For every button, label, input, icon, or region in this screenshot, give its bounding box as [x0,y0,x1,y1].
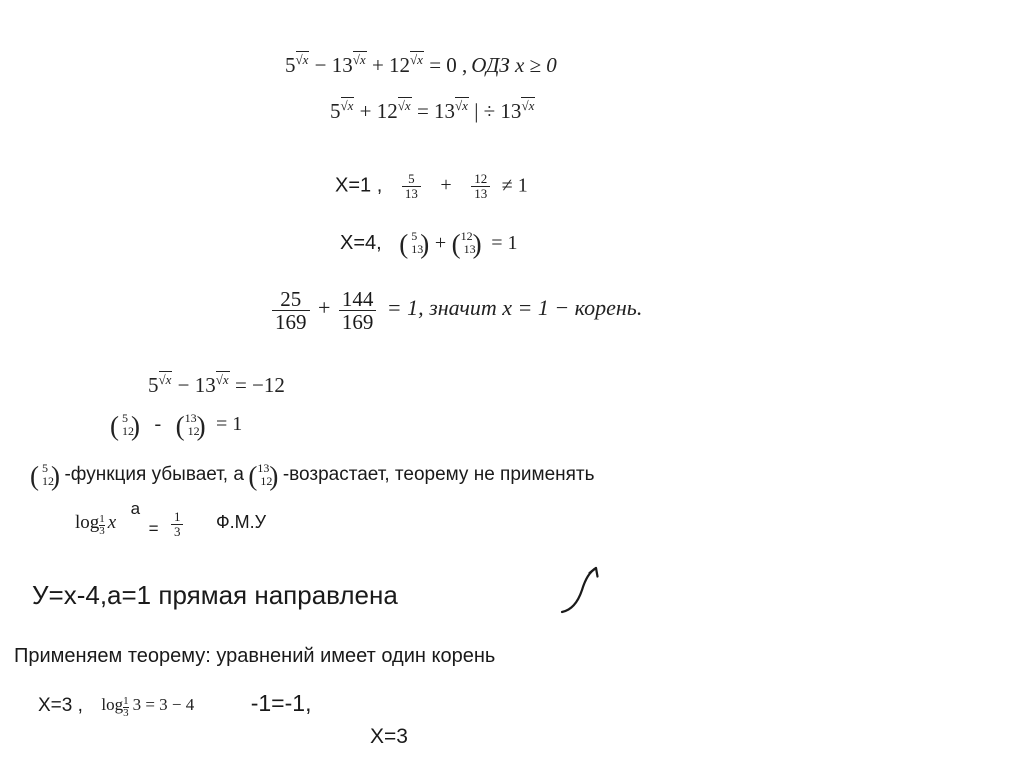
eq2-exponent-1: √x [340,98,354,113]
eq1-exponent-2: √x [352,52,366,67]
equation-line-2 [330,98,535,124]
eq9-fmu-label: Ф.М.У [215,512,267,533]
eq4-binom-2-top: ( 12 [460,229,473,243]
eq8-binom-1-bottom: 12 [42,473,54,488]
curved-arrow-up-icon [556,560,616,625]
eq3-fraction-2 [471,172,490,200]
eq2-b: + 12 [354,99,398,123]
equation-line-8 [30,462,595,489]
eq9-fraction-denominator: 3 [173,523,181,539]
eq4-binom-1 [399,230,429,258]
eq1-exponent-1: √x [295,52,309,67]
eq3-fraction-2-numerator: 12 [471,172,490,187]
eq12-log-base-denominator: 3 [123,706,129,719]
equation-line-7 [110,412,242,439]
eq3-fraction-1-numerator: 5 [402,172,421,187]
statement-line-theorem: Применяем теорему: уравнений имеет один корень [14,645,496,667]
eq9-log [75,512,116,537]
eq4-binom-2-bottom: 13 [463,241,476,256]
eq8-binom-2-top: ( 13 [257,461,270,475]
eq5-fraction-1-numerator: 25 [272,288,310,311]
eq2-exponent-3: √x [455,98,468,113]
eq7-binom-2 [176,412,206,439]
eq3-label: X=1 , [335,174,383,197]
eq8-text-2: -возрастает, теорему не применять [282,463,595,485]
equation-line-1 [285,52,557,78]
eq7-tail: = 1 [216,412,243,435]
eq9-fraction [171,510,184,538]
eq6-b: − 13 [172,373,216,397]
eq6-exponent-1: √x [158,372,172,387]
eq2-exponent-4: √x [521,98,535,113]
eq12-label: Х=3 , [38,695,83,716]
eq12-log [101,695,194,719]
equation-line-6 [148,372,285,398]
eq4-operator: + [434,232,447,255]
equation-line-4 [340,230,518,258]
eq12-log-expression: 3 = 3 − 4 [132,694,195,714]
eq4-binom-1-top: ( 5 [411,229,418,243]
eq4-binom-1-bottom: 13 [411,241,424,256]
eq8-text-1: -функция убывает, а [64,463,244,485]
eq5-fraction-1 [272,288,310,333]
eq2-c: = 13 [411,99,456,123]
eq12-log-word: log [101,694,124,714]
equation-line-9 [75,499,267,539]
eq8-binom-1 [30,462,60,489]
eq4-label: X=4, [340,232,382,255]
eq1-exponent-3: √x [410,52,423,67]
eq4-tail: = 1 [491,232,518,255]
eq6-a: 5 [148,373,159,397]
eq12-x-result: Х=3 [370,725,408,748]
eq7-binom-2-top: ( 13 [184,411,197,425]
eq12-result: -1=-1, [250,690,312,716]
eq1-plus: + 12 [366,53,411,77]
statement-line-direction: У=х-4,а=1 прямая направлена [32,580,398,610]
eq1-odz: ОДЗ x ≥ 0 [471,53,557,77]
eq9-equals: = [148,519,159,539]
eq3-operator: + [440,174,452,197]
eq6-exponent-2: √x [215,372,229,387]
eq9-log-word: log [75,511,100,533]
eq2-exponent-2: √x [397,98,411,113]
eq12-log-base-numerator: 1 [123,694,129,707]
eq7-operator: - [154,412,162,435]
eq7-binom-1 [110,412,140,439]
eq2-d: | ÷ 13 [468,99,522,123]
eq8-binom-2 [248,462,278,489]
eq7-binom-1-top: ( 5 [122,411,128,425]
eq5-fraction-2-numerator: 144 [339,288,377,311]
eq1-tail: = 0 , [423,53,468,77]
eq8-binom-2-bottom: 12 [260,473,273,488]
eq12-log-base [123,696,129,719]
eq3-fraction-1 [402,172,421,200]
eq9-log-base [99,514,105,537]
eq9-fraction-numerator: 1 [171,510,184,525]
eq5-tail: = 1, значит x = 1 − корень. [386,294,643,320]
eq2-a: 5 [330,99,341,123]
eq5-operator: + [317,294,331,320]
eq9-a-label: a [130,499,141,519]
eq1-base: 5 [285,53,296,77]
eq3-fraction-1-denominator: 13 [404,185,418,201]
eq9-log-base-numerator: 1 [99,512,105,525]
eq5-fraction-2-denominator: 169 [341,310,374,335]
eq1-minus: − 13 [309,53,353,77]
eq7-binom-2-bottom: 12 [187,423,200,438]
equation-line-12 [38,690,311,719]
eq5-fraction-2 [339,288,377,333]
equation-line-3 [335,172,528,200]
eq7-binom-1-bottom: 12 [122,423,134,438]
eq5-fraction-1-denominator: 169 [275,310,307,335]
eq8-binom-1-top: ( 5 [42,461,48,475]
eq9-log-base-denominator: 3 [99,524,105,537]
eq6-c: = −12 [229,373,285,397]
eq4-binom-2 [452,230,482,258]
eq9-log-argument: x [107,511,117,533]
equation-line-5 [272,288,642,333]
eq3-fraction-2-denominator: 13 [474,185,488,201]
eq3-tail: ≠ 1 [501,174,528,197]
